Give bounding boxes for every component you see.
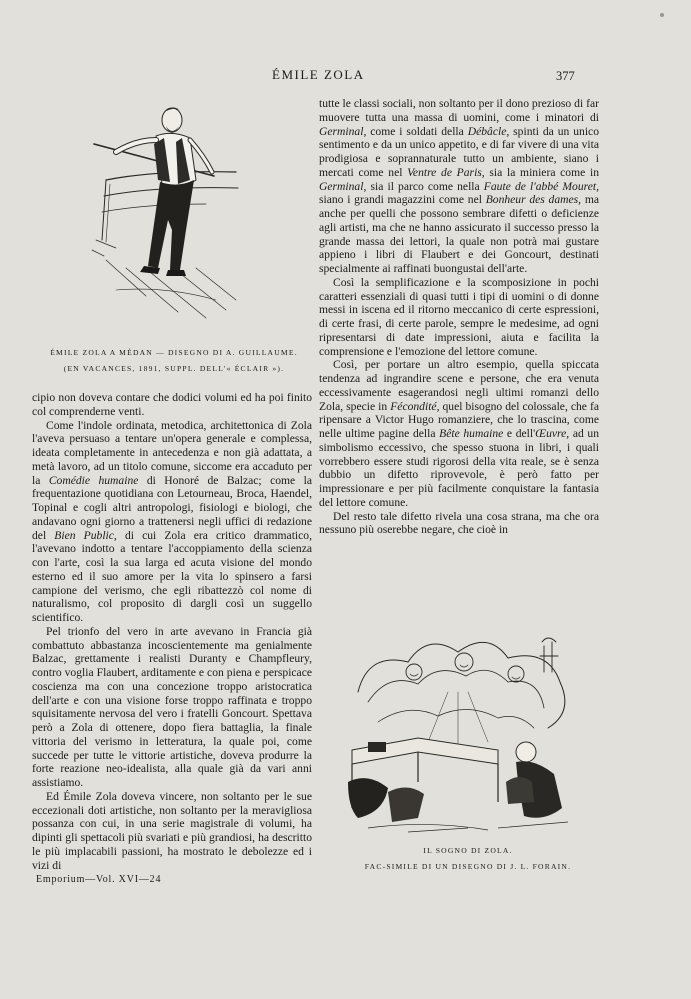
paragraph: tutte le classi sociali, non soltanto per il dono prezioso di far muovere tutta una massa di uomini, come i minatori di Germinal, come i soldati della Débâcle, spinti da un unico sentimento e da un unico appetito, e di far vivere di una vita prodigiosa e soprannaturale tutto un ambiente, siano i mercati come nel Ventre de Paris, sia la miniera come in Germinal, sia il parco come nella Faute de l'abbé Mouret, siano i grandi magazzini come nel Bonheur des dames, ma anche per quelli che possono sembrare difetti o deficienze agli artisti, ma che ne hanno assicurato il successo presso la grande massa dei lettori, la quale non potrà mai gustare appieno i libri di Flaubert e dei Goncourt, destinati specialmente ai raffinati buongustai dell'arte. xyxy=(319,97,599,275)
paragraph: Pel trionfo del vero in arte avevano in Francia già combattuto abbastanza incoscientemente ma genialmente Balzac, grettamente i realisti Duranty e Champfleury, contro voglia Flaubert, arditamente e con piena e perspicace coscienza ma con una concezione troppo aristocratica dell'arte e con una visione forse troppo raffinata e troppo squisitamente nervosa del vero i fratelli Goncourt. Spettava però a Zola di ottenere, dopo fiera battaglia, la finale vittoria del verismo in letteratura, la quale poi, come succede per tutte le vittorie artistiche, doveva produrre la forte reazione neo-idealista, alla quale già da vari anni assistiamo. xyxy=(32,624,312,789)
right-text-column xyxy=(319,97,599,583)
paragraph: cipio non doveva contare che dodici volumi ed ha poi finito col comprenderne venti. xyxy=(32,391,312,418)
paragraph: Così, per portare un altro esempio, quella spiccata tendenza ad ingrandire scene e persone, che era venuta eccessivamente esagerandosi negli ultimi romanzi dello Zola, specie in Fécondité, quel bisogno del colossale, che fa ripensare a Victor Hugo romanziere, che lo trascina, come nelle ultime pagine della Bête humaine e dell'Œuvre, ad un simbolismo eccessivo, che spesso stuona in libri, i quali vorrebbero essere studi rigorosi della vita reale, se è senza dubbio un difetto riprovevole, è però fatto per impressionare e per più facilmente conquistare la fantasia del lettore comune. xyxy=(319,358,599,509)
paper-speck xyxy=(660,13,664,17)
caption-line-1: ÉMILE ZOLA A MÉDAN — DISEGNO DI A. GUILLAUME. xyxy=(50,348,298,357)
paragraph: Ed Émile Zola doveva vincere, non soltanto per le sue eccezionali doti artistiche, non soltanto per la meravigliosa possanza con cui, in una serie magistrale di volumi, ha dipinti gli spettacoli più svariati e più grandiosi, ha descritto le più implacabili passioni, ha mostrato le debolezze ed i vizi di xyxy=(32,789,312,871)
paragraph: Del resto tale difetto rivela una cosa strana, ma che ora nessuno più oserebbe negare, che cioè in xyxy=(319,509,599,537)
caption-line-1: IL SOGNO DI ZOLA. xyxy=(423,846,513,855)
man-with-billiard-cue-illustration xyxy=(86,100,242,330)
figure-caption-left xyxy=(40,345,308,377)
running-header-title: ÉMILE ZOLA xyxy=(272,67,365,82)
printer-signature: Emporium—Vol. XVI—24 xyxy=(36,874,162,885)
page-number: 377 xyxy=(556,69,575,83)
dream-of-zola-illustration xyxy=(348,632,576,836)
caption-line-2: (EN VACANCES, 1891, SUPPL. DELL'« ÉCLAIR »). xyxy=(63,364,285,373)
paragraph: Come l'indole ordinata, metodica, architettonica di Zola l'aveva persuaso a tentare un'opera generale e complessa, ideata completamente in antecedenza e non già adattata, a metà lavoro, ad un titolo comune, siccome era accaduto per la Comédie humaine di Honoré de Balzac; come la frequentazione quotidiana con Letourneau, Broca, Haendel, Topinal e cogli altri antropologi, fisiologi e biologi, che andavano ogni giorno a trattenersi negli uffici di redazione del Bien Public, di cui Zola era critico drammatico, l'avevano indotto a tentare l'accoppiamento della scienza con l'arte, così la sua larga ed acuta visione del mondo esterno ed il suo amore per la vita lo spinsero a farsi campione del verismo, che egli ribattezzò col nome di naturalismo, col proposito di dargli così un suggello scientifico. xyxy=(32,418,312,624)
paragraph: Così la semplificazione e la scomposizione in pochi caratteri essenziali di quasi tutti i tipi di uomini o di donne messi in iscena ed il ritorno meccanico di certe espressioni, di certe frasi, di certe parole, sempre le medesime, ad ogni ripresentarsi di date impressioni, aiuta e facilita la comprensione e l'emozione del lettore comune. xyxy=(319,275,599,358)
left-text-column xyxy=(32,391,312,871)
caption-line-2: FAC-SIMILE DI UN DISEGNO DI J. L. FORAIN. xyxy=(364,862,572,871)
figure-caption-right xyxy=(348,843,588,875)
